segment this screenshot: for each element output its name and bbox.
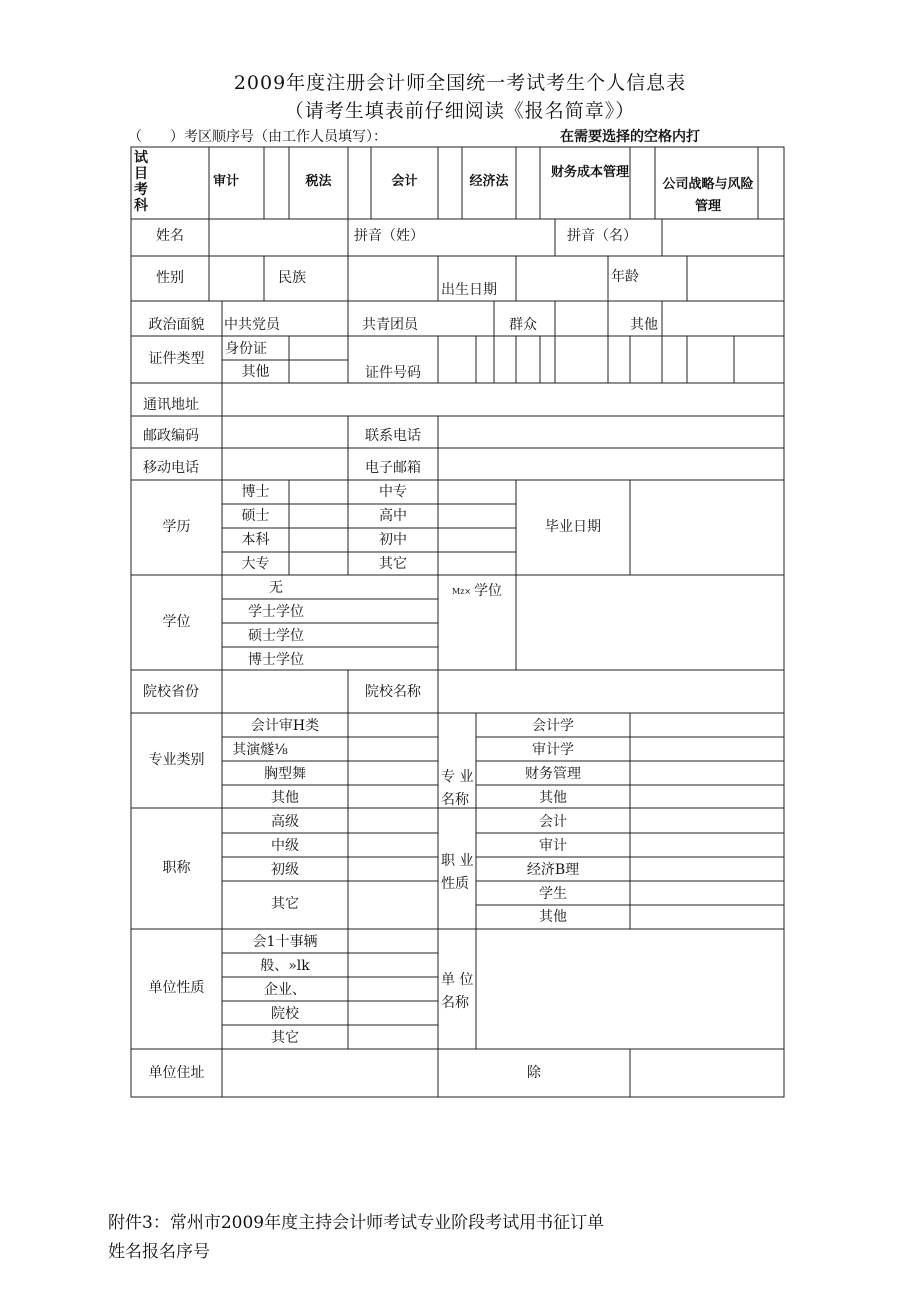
label-title: 职称 xyxy=(162,860,191,876)
label-major-name: 专 业 名称 xyxy=(441,769,474,808)
job-nature-3: 学生 xyxy=(539,886,567,902)
option-id-other: 其他 xyxy=(241,364,270,380)
label-school-province: 院校省份 xyxy=(143,684,199,700)
label-email: 电子邮箱 xyxy=(365,460,421,476)
label-employer-name: 单 位 名称 xyxy=(441,972,474,1011)
subject-financial-cost-mgmt: 财务成本管理 xyxy=(550,165,629,180)
label-pinyin-given: 拼音（名） xyxy=(567,228,637,244)
edu-master: 硕士 xyxy=(241,508,270,524)
degree-none: 无 xyxy=(269,580,283,596)
major-category-0: 会计审H类 xyxy=(250,718,320,734)
edu-middleschool: 初中 xyxy=(379,532,407,548)
label-ethnicity: 民族 xyxy=(278,270,306,286)
form-title: 2009年度注册会计师全国统一考试考生个人信息表 xyxy=(233,72,687,94)
edu-college: 大专 xyxy=(241,556,270,572)
label-age: 年龄 xyxy=(611,269,639,285)
subject-strategy-risk-mgmt: 公司战略与风险管理 xyxy=(662,177,754,214)
edu-other: 其它 xyxy=(379,556,407,572)
label-employer-type: 单位性质 xyxy=(148,980,205,996)
label-degree: 学位 xyxy=(162,614,191,630)
job-nature-2: 经济B理 xyxy=(526,862,580,878)
label-name: 姓名 xyxy=(156,228,184,244)
option-cyl: 共青团员 xyxy=(362,317,418,333)
major-category-2: 胸型舞 xyxy=(264,766,306,782)
label-school-name: 院校名称 xyxy=(365,684,421,700)
employer-type-3: 院校 xyxy=(271,1006,299,1022)
label-degree-right: 学位 xyxy=(474,583,502,599)
subjects-label: 试目考科 xyxy=(134,150,148,214)
major-0: 会计学 xyxy=(532,718,574,734)
option-political-other: 其他 xyxy=(630,317,658,333)
label-mobile: 移动电话 xyxy=(143,460,199,476)
major-3: 其他 xyxy=(539,790,567,806)
major-category-1: 其演燧⅛ xyxy=(232,742,288,758)
employer-type-0: 会1十事辆 xyxy=(252,934,318,950)
label-major-category: 专业类别 xyxy=(148,752,205,768)
degree-doctor: 博士学位 xyxy=(248,652,304,668)
title-intermediate: 中级 xyxy=(271,838,299,854)
degree-bachelor: 学士学位 xyxy=(248,604,304,620)
footer-name-seq: 姓名报名序号 xyxy=(108,1242,210,1262)
subject-audit: 审计 xyxy=(212,174,239,189)
label-education: 学历 xyxy=(162,519,191,535)
title-other: 其它 xyxy=(271,896,299,912)
form-subtitle: （请考生填表前仔细阅读《报名简章》） xyxy=(284,100,636,122)
title-junior: 初级 xyxy=(271,862,299,878)
postal-mark: 除 xyxy=(527,1065,541,1081)
label-graduation-date: 毕业日期 xyxy=(545,519,601,535)
label-id-type: 证件类型 xyxy=(148,351,205,367)
label-gender: 性别 xyxy=(156,270,184,286)
employer-type-1: 般、»lk xyxy=(260,958,310,974)
subject-economic-law: 经济法 xyxy=(469,174,509,189)
footer-attachment: 附件3：常州市2009年度主持会计师考试专业阶段考试用书征订单 xyxy=(108,1213,605,1233)
label-job-nature: 职 业 性质 xyxy=(441,853,474,892)
edu-highschool: 高中 xyxy=(379,508,407,524)
major-2: 财务管理 xyxy=(525,766,581,782)
edu-doctor: 博士 xyxy=(241,484,270,500)
label-contact-phone: 联系电话 xyxy=(365,428,421,444)
edu-secondary: 中专 xyxy=(379,484,407,500)
employer-type-2: 企业、 xyxy=(264,982,306,998)
job-nature-0: 会计 xyxy=(539,814,567,830)
option-id-card: 身份证 xyxy=(225,341,267,357)
label-postal-code: 邮政编码 xyxy=(143,428,199,444)
option-ccp: 中共党员 xyxy=(224,317,280,333)
job-nature-4: 其他 xyxy=(539,909,567,925)
label-political-status: 政治面貌 xyxy=(148,317,205,333)
exam-area-sequence-note: （ ）考区顺序号（由工作人员填写）： xyxy=(128,129,387,145)
subject-accounting: 会计 xyxy=(391,174,418,189)
major-1: 审计学 xyxy=(532,742,574,758)
option-masses: 群众 xyxy=(509,317,537,333)
label-employer-address: 单位住址 xyxy=(148,1065,205,1081)
label-address: 通讯地址 xyxy=(143,397,199,413)
label-birth-date: 出生日期 xyxy=(441,282,497,298)
title-senior: 高级 xyxy=(271,814,299,830)
subject-tax: 税法 xyxy=(305,174,332,189)
degree-master: 硕士学位 xyxy=(248,628,304,644)
selection-instruction: 在需要选择的空格内打 xyxy=(560,129,700,145)
edu-bachelor: 本科 xyxy=(241,532,270,548)
major-category-3: 其他 xyxy=(271,790,299,806)
job-nature-1: 审计 xyxy=(539,838,567,854)
degree-mark: Mz× xyxy=(452,587,472,596)
employer-type-4: 其它 xyxy=(271,1030,299,1046)
label-pinyin-surname: 拼音（姓） xyxy=(354,228,424,244)
label-id-number: 证件号码 xyxy=(365,365,421,381)
